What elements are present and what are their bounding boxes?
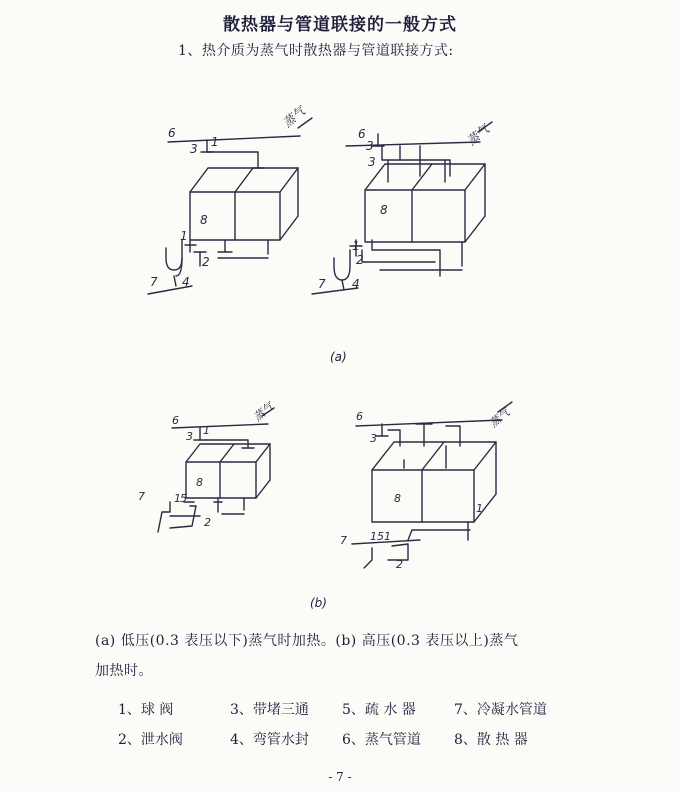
label-a-left-3: 3 [190, 142, 198, 156]
legend-row [118, 694, 584, 724]
figure-a-label: (a) [330, 350, 347, 364]
legend-item: 4、弯管水封 [230, 732, 309, 748]
label-b-left-7: 7 [138, 490, 145, 503]
label-b-left-3: 3 [186, 430, 193, 443]
legend-item: 1、球 阀 [118, 702, 174, 718]
label-a-left-1-top: 1 [211, 135, 219, 149]
label-a-left-1: 1 [180, 229, 188, 243]
figure-b-label: (b) [310, 596, 327, 610]
legend-row [118, 724, 584, 754]
page-number: - 7 - [328, 770, 352, 784]
label-a-left-2: 2 [202, 255, 210, 269]
legend-item: 6、蒸气管道 [342, 732, 421, 748]
page-title: 散热器与管道联接的一般方式 [223, 15, 457, 35]
label-a-left-4: 4 [182, 275, 190, 289]
label-b-left-steam: 蒸气 [250, 400, 277, 425]
label-b-right-2: 2 [396, 558, 403, 571]
label-b-right-steam: 蒸气 [486, 406, 513, 431]
label-b-left-8: 8 [196, 476, 203, 489]
diagram-b-right [352, 402, 512, 568]
label-b-left-2: 2 [204, 516, 211, 529]
legend-item: 8、散 热 器 [454, 732, 528, 748]
label-a-right-3: 3 [368, 155, 376, 169]
label-b-left-1: 1 [174, 492, 181, 505]
label-b-right-6: 6 [356, 410, 363, 423]
caption-line-1: (a) 低压(0.3 表压以下)蒸气时加热。(b) 高压(0.3 表压以上)蒸气 [95, 633, 519, 649]
label-b-left-6: 6 [172, 414, 179, 427]
legend-item: 7、冷凝水管道 [454, 702, 547, 718]
label-b-right-1: 1 [476, 502, 483, 515]
legend [118, 694, 584, 754]
label-a-right-steam: 蒸气 [464, 121, 492, 149]
legend-item: 3、带堵三通 [230, 702, 309, 718]
caption-line-2: 加热时。 [95, 663, 153, 679]
diagram-a-right [312, 122, 492, 294]
diagram-a-left [148, 118, 312, 294]
label-a-left-8: 8 [200, 213, 208, 227]
label-a-left-steam: 蒸气 [280, 103, 308, 131]
label-a-right-1: 1 [352, 239, 360, 253]
legend-item: 2、泄水阀 [118, 732, 183, 748]
label-a-right-3-top: 3 [366, 139, 374, 153]
section-heading: 1、热介质为蒸气时散热器与管道联接方式: [178, 43, 454, 59]
label-b-right-8: 8 [394, 492, 401, 505]
label-a-right-4: 4 [352, 277, 360, 291]
label-a-left-6: 6 [168, 126, 176, 140]
label-b-right-151: 151 [370, 530, 391, 543]
label-b-right-7: 7 [340, 534, 347, 547]
label-a-right-2: 2 [356, 253, 364, 267]
legend-item: 5、疏 水 器 [342, 702, 416, 718]
label-a-left-7: 7 [150, 275, 158, 289]
label-b-left-5: 5 [180, 492, 187, 505]
label-b-left-1-top: 1 [203, 424, 210, 437]
label-b-right-3: 3 [370, 432, 377, 445]
label-a-right-8: 8 [380, 203, 388, 217]
label-a-right-6: 6 [358, 127, 366, 141]
label-a-right-7: 7 [318, 277, 326, 291]
